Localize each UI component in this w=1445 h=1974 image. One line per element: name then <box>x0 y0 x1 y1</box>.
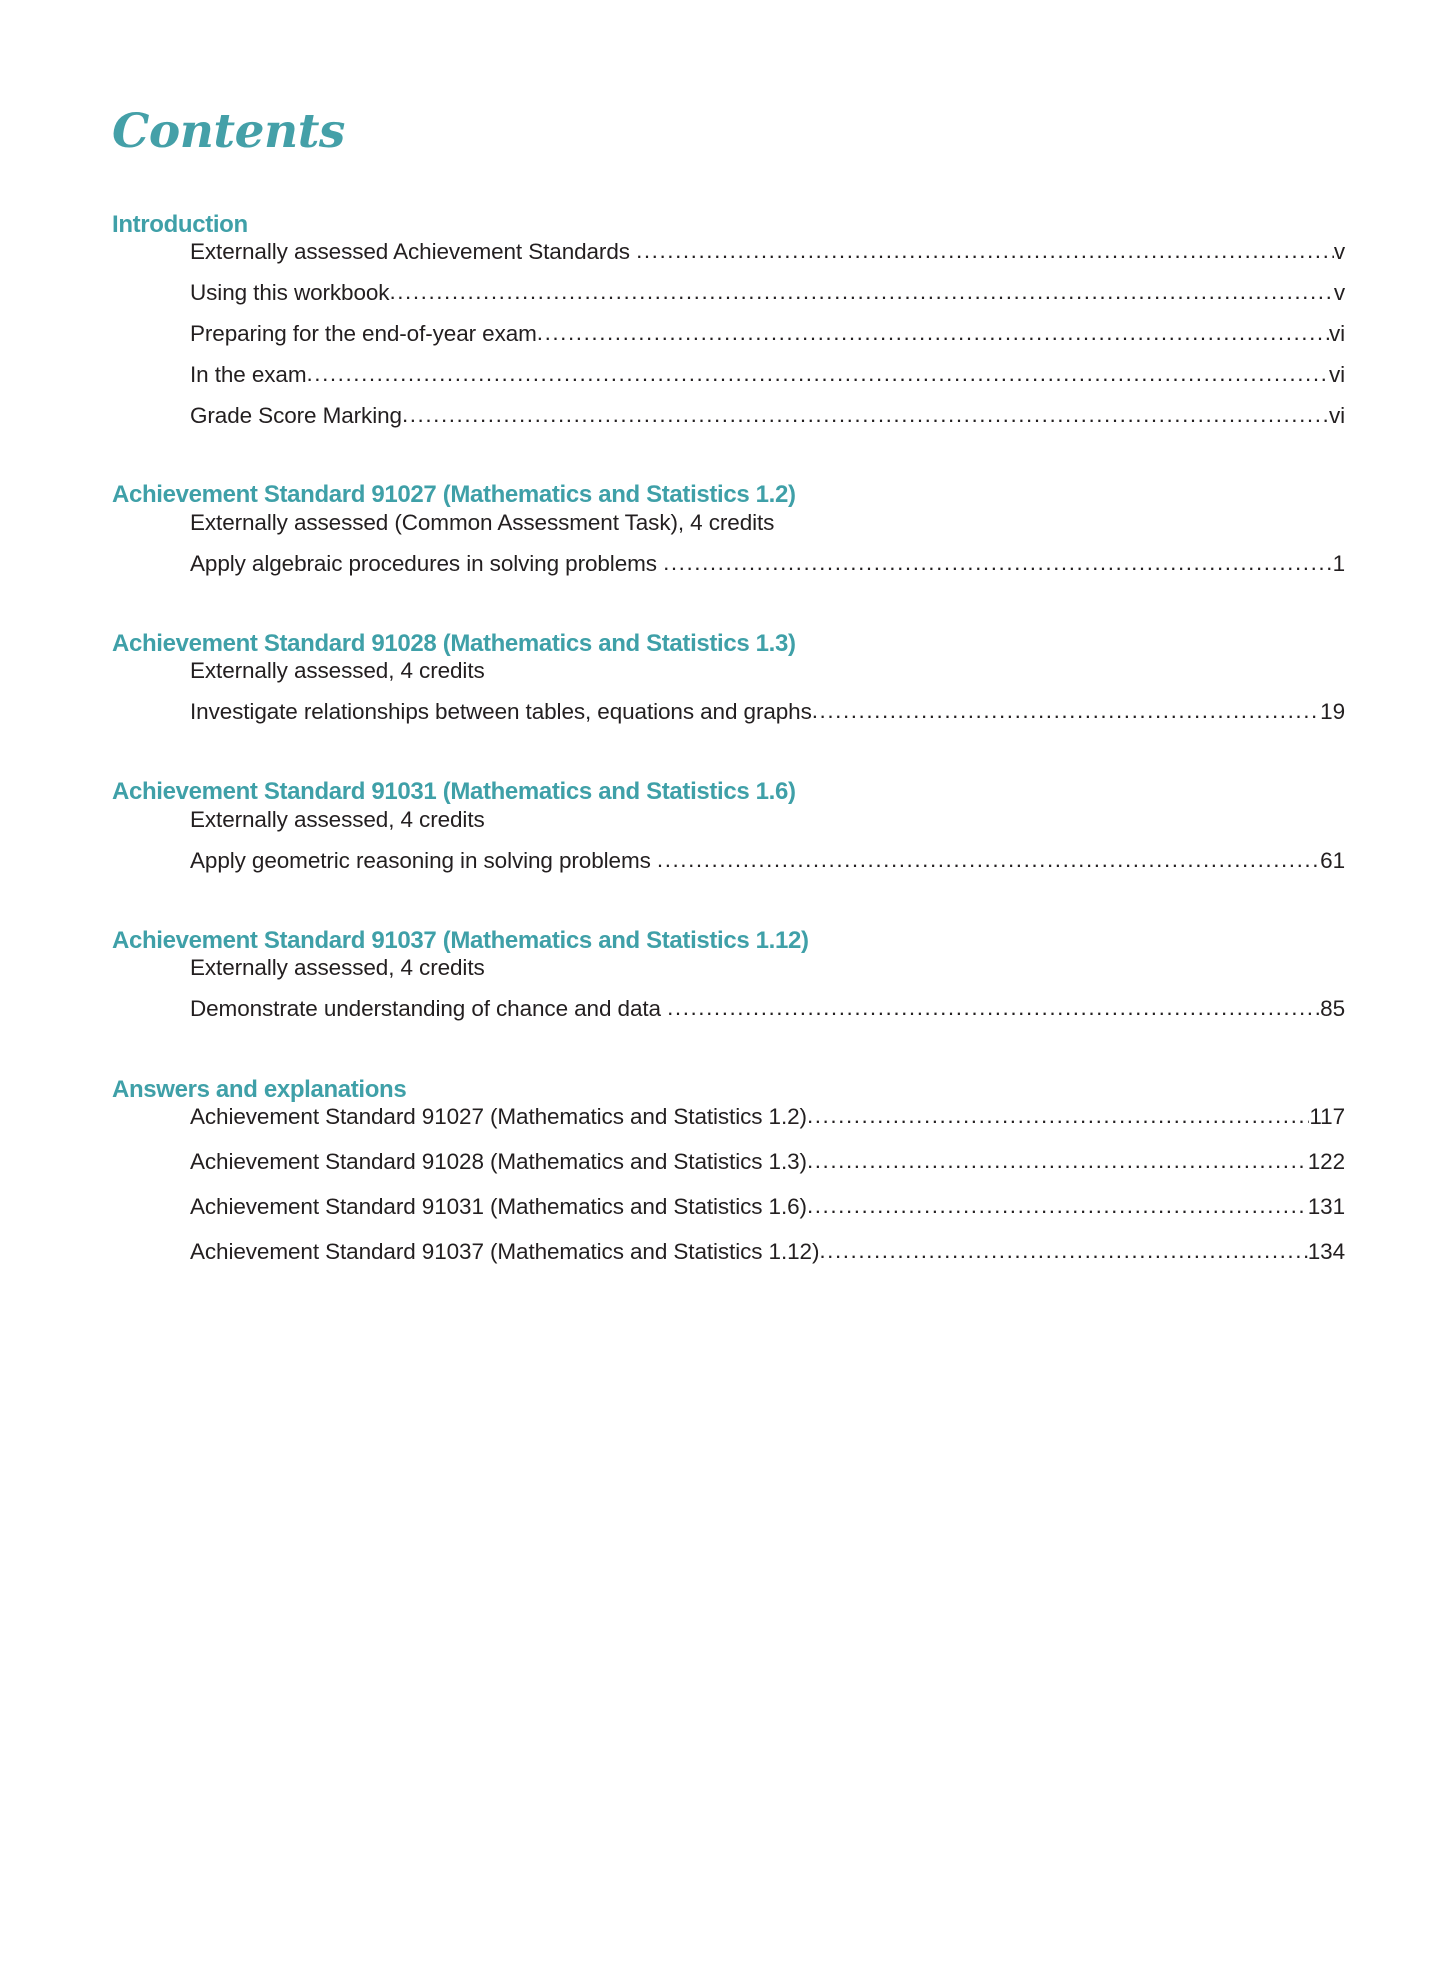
section-heading-as-91031[interactable]: Achievement Standard 91031 (Mathematics and Statistics 1.6) <box>112 778 796 806</box>
toc-entry-list <box>112 509 1345 592</box>
toc-entry-label: Apply geometric reasoning in solving problems <box>190 847 651 873</box>
dot-leader <box>812 697 1320 724</box>
toc-entry-label: Preparing for the end-of-year exam <box>190 321 537 347</box>
page-title: Contents <box>112 104 345 159</box>
toc-entry[interactable] <box>190 1193 1345 1238</box>
section-heading-as-91037[interactable]: Achievement Standard 91037 (Mathematics and Statistics 1.12) <box>112 926 809 954</box>
toc-entry-label: Externally assessed, 4 credits <box>190 954 485 980</box>
dot-leader <box>657 846 1320 873</box>
dot-leader <box>667 994 1320 1021</box>
toc-entry-label: Externally assessed Achievement Standards <box>190 239 630 265</box>
toc-entry-label: Achievement Standard 91027 (Mathematics and Statistics 1.2) <box>190 1104 807 1130</box>
dot-leader <box>389 278 1333 305</box>
toc-entry[interactable] <box>190 550 1345 592</box>
toc-entry-list <box>112 238 1345 443</box>
toc-entry-label: Achievement Standard 91037 (Mathematics and Statistics 1.12) <box>190 1239 820 1265</box>
toc-page-number: 61 <box>1320 847 1345 873</box>
toc-page-number: v <box>1333 280 1345 306</box>
toc-section-as-91031 <box>112 779 1345 888</box>
toc-entry <box>190 509 1345 550</box>
dot-leader <box>663 549 1333 576</box>
toc-entry[interactable] <box>190 1238 1345 1283</box>
toc-entry[interactable] <box>190 698 1345 740</box>
dot-leader <box>807 1147 1308 1174</box>
toc-entry-label: Investigate relationships between tables, equations and graphs <box>190 699 812 725</box>
toc-entry-label: Externally assessed, 4 credits <box>190 806 485 832</box>
toc-entry-list <box>112 954 1345 1037</box>
toc-entry <box>190 954 1345 995</box>
toc-entry <box>190 657 1345 698</box>
toc-sections <box>112 212 1345 1283</box>
dot-leader <box>537 319 1329 346</box>
section-heading-introduction[interactable]: Introduction <box>112 211 248 238</box>
toc-section-as-91037 <box>112 928 1345 1037</box>
toc-page-number: vi <box>1328 321 1345 347</box>
toc-page-number: vi <box>1328 403 1345 429</box>
toc-page-number: 131 <box>1307 1194 1345 1220</box>
toc-entry-label: In the exam <box>190 362 307 388</box>
toc-entry[interactable] <box>190 238 1345 279</box>
dot-leader <box>636 237 1334 264</box>
toc-entry <box>190 806 1345 847</box>
toc-page-number: 85 <box>1320 995 1345 1021</box>
toc-entry-list <box>112 1103 1345 1283</box>
dot-leader <box>306 360 1328 387</box>
toc-section-introduction <box>112 212 1345 443</box>
toc-section-as-91027 <box>112 482 1345 591</box>
toc-page-number: 1 <box>1332 550 1345 576</box>
toc-entry[interactable] <box>190 847 1345 889</box>
toc-entry-label: Using this workbook <box>190 280 390 306</box>
toc-page-number: v <box>1333 239 1345 265</box>
dot-leader <box>807 1102 1309 1129</box>
toc-entry[interactable] <box>190 361 1345 402</box>
dot-leader <box>402 401 1329 428</box>
dot-leader <box>807 1192 1308 1219</box>
section-heading-answers[interactable]: Answers and explanations <box>112 1075 407 1103</box>
toc-entry-label: Achievement Standard 91031 (Mathematics and Statistics 1.6) <box>190 1194 807 1220</box>
toc-entry[interactable] <box>190 1148 1345 1193</box>
toc-entry-label: Externally assessed (Common Assessment Task), 4 credits <box>190 509 775 535</box>
toc-entry-label: Apply algebraic procedures in solving problems <box>190 550 657 576</box>
section-heading-as-91028[interactable]: Achievement Standard 91028 (Mathematics and Statistics 1.3) <box>112 629 796 657</box>
toc-section-as-91028 <box>112 631 1345 740</box>
toc-entry-label: Demonstrate understanding of chance and data <box>190 995 661 1021</box>
toc-page-number: 117 <box>1309 1104 1345 1130</box>
section-heading-as-91027[interactable]: Achievement Standard 91027 (Mathematics and Statistics 1.2) <box>112 481 796 509</box>
dot-leader <box>819 1237 1307 1264</box>
toc-page-number: 19 <box>1320 699 1345 725</box>
contents-body <box>112 0 1345 1283</box>
toc-entry-list <box>112 657 1345 740</box>
toc-entry[interactable] <box>190 1103 1345 1148</box>
toc-entry-label: Externally assessed, 4 credits <box>190 658 485 684</box>
toc-entry-list <box>112 806 1345 889</box>
toc-entry-label: Achievement Standard 91028 (Mathematics and Statistics 1.3) <box>190 1149 807 1175</box>
toc-entry[interactable] <box>190 995 1345 1037</box>
toc-page-number: 122 <box>1307 1149 1345 1175</box>
toc-page-number: vi <box>1328 362 1345 388</box>
toc-section-answers <box>112 1077 1345 1283</box>
toc-entry[interactable] <box>190 402 1345 443</box>
toc-page-number: 134 <box>1307 1239 1345 1265</box>
toc-entry-label: Grade Score Marking <box>190 403 402 429</box>
toc-entry[interactable] <box>190 279 1345 320</box>
toc-entry[interactable] <box>190 320 1345 361</box>
